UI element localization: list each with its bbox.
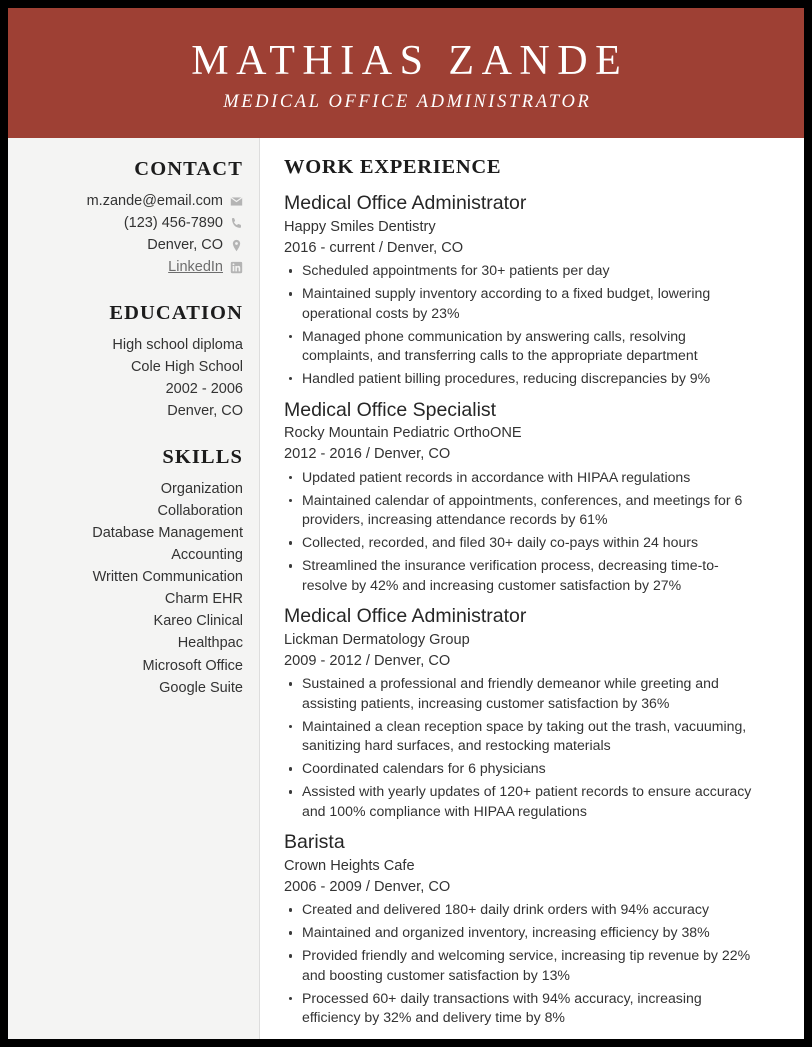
skill-item: Microsoft Office bbox=[142, 657, 243, 674]
job-company: Crown Heights Cafe bbox=[284, 857, 415, 874]
job-meta-separator: / bbox=[365, 446, 370, 463]
skill-item: Google Suite bbox=[159, 679, 243, 696]
contact-location bbox=[22, 234, 243, 256]
skill-item: Database Management bbox=[92, 525, 243, 542]
job-meta-separator: / bbox=[365, 878, 370, 895]
job-bullet-list bbox=[284, 674, 752, 821]
skill-item: Accounting bbox=[171, 547, 243, 564]
skills-section-heading: SKILLS bbox=[162, 446, 243, 469]
main-column bbox=[260, 138, 804, 1039]
job-meta-separator: / bbox=[378, 239, 383, 256]
job-meta bbox=[284, 651, 752, 672]
job-bullet: Maintained supply inventory according to a fixed budget, lowering operational costs by 23% bbox=[284, 284, 752, 323]
job-meta bbox=[284, 238, 752, 259]
skill-item: Collaboration bbox=[157, 503, 243, 520]
job-bullet: Assisted with yearly updates of 120+ patient records to ensure accuracy and 100% compliance with HIPAA regulations bbox=[284, 782, 752, 821]
education-degree: High school diploma bbox=[112, 337, 243, 354]
job-bullet: Coordinated calendars for 6 physicians bbox=[284, 759, 752, 778]
page-title: MATHIAS ZANDE bbox=[191, 37, 629, 84]
contact-section-heading: CONTACT bbox=[134, 158, 243, 180]
education-section-heading: EDUCATION bbox=[109, 302, 243, 325]
education-dates: 2002 - 2006 bbox=[165, 381, 243, 398]
job-bullet: Provided friendly and welcoming service, increasing tip revenue by 22% and boosting customer satisfaction by 13% bbox=[284, 946, 752, 985]
job-location: Denver, CO bbox=[373, 446, 451, 463]
job-bullet: Maintained a clean reception space by taking out the trash, vacuuming, sanitizing hard surfaces, and restocking materials bbox=[284, 717, 752, 756]
job-dates: 2006 - 2009 bbox=[284, 878, 362, 895]
job-dates: 2016 - current bbox=[284, 239, 375, 256]
job-bullet: Created and delivered 180+ daily drink orders with 94% accuracy bbox=[284, 900, 752, 919]
job-bullet: Managed phone communication by answering calls, resolving complaints, and transferring calls to the appropriate department bbox=[284, 327, 752, 366]
header-subtitle: MEDICAL OFFICE ADMINISTRATOR bbox=[223, 92, 592, 113]
job-meta bbox=[284, 444, 752, 465]
contact-email-text: m.zande@email.com bbox=[86, 193, 223, 209]
job-meta-separator: / bbox=[365, 652, 370, 669]
job-title: Barista bbox=[284, 830, 345, 853]
skill-item: Written Communication bbox=[92, 569, 243, 586]
job-location: Denver, CO bbox=[373, 652, 451, 669]
linkedin-icon bbox=[230, 261, 243, 274]
job-bullet: Handled patient billing procedures, reducing discrepancies by 9% bbox=[284, 369, 752, 388]
job-company: Rocky Mountain Pediatric OrthoONE bbox=[284, 425, 522, 442]
job-dates: 2009 - 2012 bbox=[284, 652, 362, 669]
job-location: Denver, CO bbox=[373, 878, 451, 895]
education-school: Cole High School bbox=[130, 359, 243, 376]
skill-item: Charm EHR bbox=[164, 591, 243, 608]
job-entry bbox=[284, 398, 752, 596]
job-bullet: Maintained calendar of appointments, conferences, and meetings for 6 providers, increasing attendance records by 61% bbox=[284, 491, 752, 530]
skill-item: Kareo Clinical bbox=[153, 613, 243, 630]
skill-item: Healthpac bbox=[177, 635, 243, 652]
contact-email[interactable] bbox=[22, 190, 243, 212]
contact-phone-text: (123) 456-7890 bbox=[123, 215, 223, 232]
envelope-icon bbox=[230, 195, 243, 208]
job-bullet-list bbox=[284, 261, 752, 388]
job-entry bbox=[284, 830, 752, 1028]
resume-page bbox=[8, 8, 804, 1039]
job-dates: 2012 - 2016 bbox=[284, 446, 362, 463]
location-pin-icon bbox=[230, 239, 243, 252]
resume-body bbox=[8, 138, 804, 1039]
job-location: Denver, CO bbox=[386, 239, 464, 256]
job-bullet: Updated patient records in accordance with HIPAA regulations bbox=[284, 468, 752, 487]
skill-item: Organization bbox=[160, 481, 243, 498]
contact-linkedin-text: LinkedIn bbox=[168, 259, 223, 276]
job-entry bbox=[284, 604, 752, 821]
job-title: Medical Office Administrator bbox=[284, 192, 527, 214]
job-meta bbox=[284, 877, 752, 898]
work-experience-heading: WORK EXPERIENCE bbox=[284, 156, 502, 178]
contact-linkedin[interactable] bbox=[22, 256, 243, 278]
job-bullet: Scheduled appointments for 30+ patients per day bbox=[284, 261, 752, 280]
job-bullet: Maintained and organized inventory, increasing efficiency by 38% bbox=[284, 923, 752, 942]
job-bullet: Sustained a professional and friendly demeanor while greeting and assisting patients, increasing customer satisfaction by 36% bbox=[284, 674, 752, 713]
job-bullet: Processed 60+ daily transactions with 94% accuracy, increasing efficiency by 32% and delivery time by 8% bbox=[284, 989, 752, 1028]
job-title: Medical Office Specialist bbox=[284, 398, 497, 421]
job-bullet-list bbox=[284, 468, 752, 595]
sidebar bbox=[8, 138, 260, 1039]
header-banner bbox=[8, 8, 804, 138]
job-bullet-list bbox=[284, 900, 752, 1027]
job-company: Lickman Dermatology Group bbox=[284, 631, 470, 648]
job-entry bbox=[284, 191, 752, 389]
job-bullet: Collected, recorded, and filed 30+ daily co-pays within 24 hours bbox=[284, 533, 752, 552]
phone-icon bbox=[230, 217, 243, 230]
job-title: Medical Office Administrator bbox=[284, 605, 527, 628]
education-location: Denver, CO bbox=[167, 403, 243, 420]
job-bullet: Streamlined the insurance verification process, decreasing time-to-resolve by 42% and increasing customer satisfaction by 27% bbox=[284, 556, 752, 595]
contact-location-text: Denver, CO bbox=[147, 237, 223, 254]
contact-phone[interactable] bbox=[22, 212, 243, 234]
job-company: Happy Smiles Dentistry bbox=[284, 218, 436, 235]
